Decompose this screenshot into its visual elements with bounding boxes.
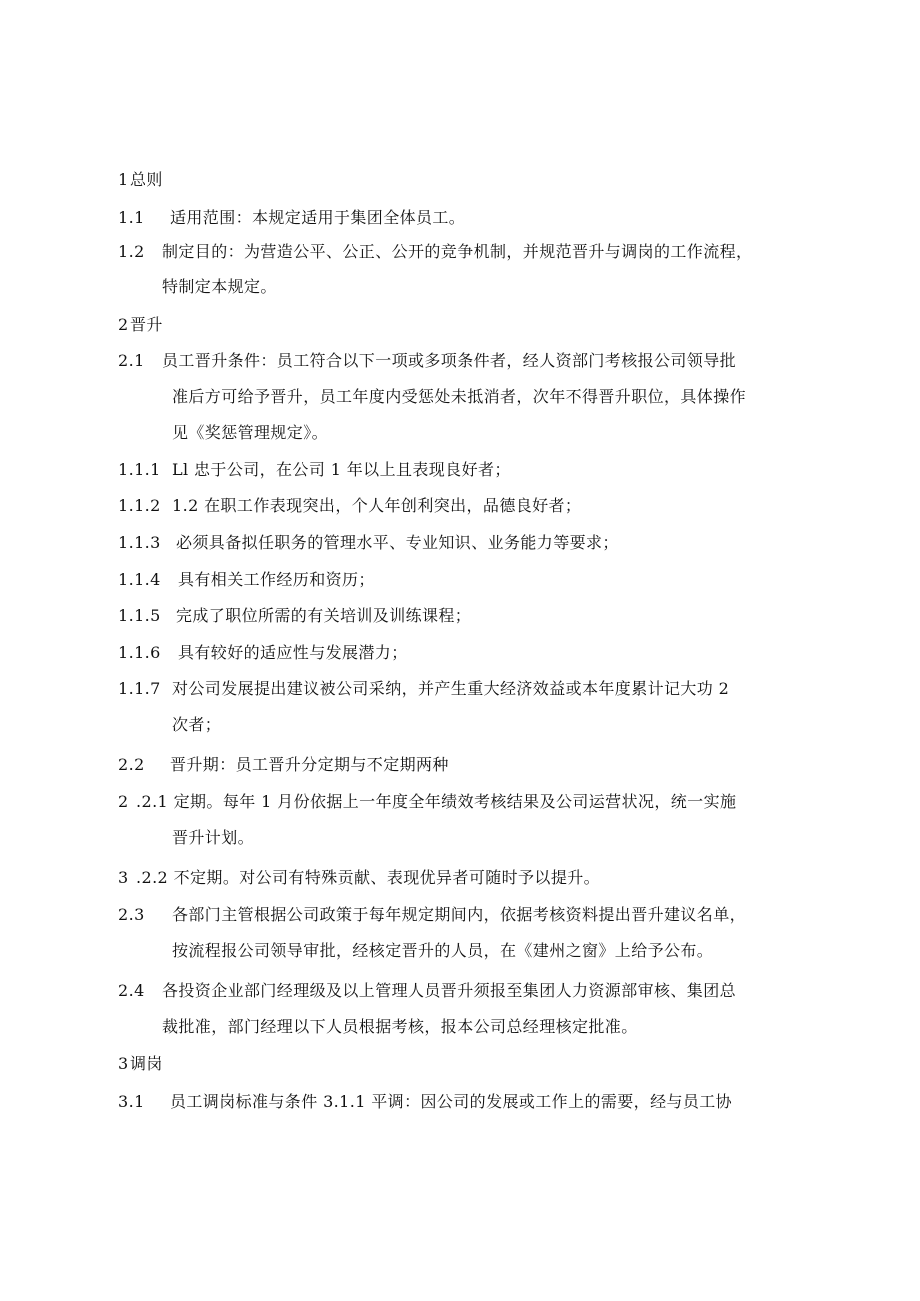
section-title: 总则 bbox=[130, 170, 163, 189]
clause-number: 2.1 bbox=[118, 351, 145, 370]
clause-number: 1.1.2 bbox=[118, 496, 161, 515]
clause-text-line2: 次者； bbox=[172, 715, 222, 734]
clause-number: 3 bbox=[118, 868, 129, 887]
clause-text: 晋升期：员工晋升分定期与不定期两种 bbox=[170, 755, 449, 774]
clause-number: 1.1.3 bbox=[118, 533, 161, 552]
section-number: 1 bbox=[118, 170, 129, 189]
clause-text-line1: 制定目的：为营造公平、公正、公开的竞争机制，并规范晋升与调岗的工作流程， bbox=[162, 242, 753, 261]
clause-text-line2: 特制定本规定。 bbox=[162, 277, 277, 296]
clause-text-line2: 晋升计划。 bbox=[172, 828, 255, 847]
clause-number: 1.1.5 bbox=[118, 606, 161, 625]
clause-text-line2: 准后方可给予晋升，员工年度内受惩处未抵消者，次年不得晋升职位，具体操作 bbox=[172, 387, 747, 406]
clause-text-line1: .2.1 定期。每年 1 月份依据上一年度全年绩效考核结果及公司运营状况，统一实施 bbox=[136, 792, 737, 811]
clause-number: 2.2 bbox=[118, 755, 145, 774]
clause-text-line2: 裁批准，部门经理以下人员根据考核，报本公司总经理核定批准。 bbox=[162, 1017, 638, 1036]
clause-text: 适用范围：本规定适用于集团全体员工。 bbox=[170, 208, 466, 227]
clause-number: 1.1.7 bbox=[118, 679, 161, 698]
section-title: 晋升 bbox=[130, 315, 163, 334]
clause-number: 1.1.4 bbox=[118, 570, 161, 589]
clause-text-line2: 按流程报公司领导审批，经核定晋升的人员，在《建州之窗》上给予公布。 bbox=[172, 941, 714, 960]
clause-text: 具有相关工作经历和资历； bbox=[178, 570, 375, 589]
clause-text: .2.2 不定期。对公司有特殊贡献、表现优异者可随时予以提升。 bbox=[136, 868, 601, 887]
clause-number: 2 bbox=[118, 792, 129, 811]
clause-number: 1.1 bbox=[118, 208, 145, 227]
clause-number: 1.1.6 bbox=[118, 643, 161, 662]
section-number: 3 bbox=[118, 1054, 129, 1073]
clause-text: 1.2 在职工作表现突出，个人年创利突出，品德良好者； bbox=[172, 496, 582, 515]
clause-text-line3: 见《奖惩管理规定》。 bbox=[172, 423, 329, 442]
clause-text-line1: 员工晋升条件：员工符合以下一项或多项条件者，经人资部门考核报公司领导批 bbox=[162, 351, 737, 370]
clause-number: 1.1.1 bbox=[118, 460, 161, 479]
clause-number: 2.4 bbox=[118, 981, 145, 1000]
section-title: 调岗 bbox=[130, 1054, 163, 1073]
clause-number: 3.1 bbox=[118, 1092, 145, 1111]
clause-number: 1.2 bbox=[118, 242, 145, 261]
clause-text-line1: 各部门主管根据公司政策于每年规定期间内，依据考核资料提出晋升建议名单， bbox=[172, 905, 747, 924]
clause-text: 必须具备拟任职务的管理水平、专业知识、业务能力等要求； bbox=[176, 533, 619, 552]
clause-text: 员工调岗标准与条件 3.1.1 平调：因公司的发展或工作上的需要，经与员工协 bbox=[170, 1092, 733, 1111]
clause-text: 具有较好的适应性与发展潜力； bbox=[178, 643, 408, 662]
clause-text-line1: 对公司发展提出建议被公司采纳，并产生重大经济效益或本年度累计记大功 2 bbox=[172, 679, 730, 698]
clause-number: 2.3 bbox=[118, 905, 145, 924]
clause-text-line1: 各投资企业部门经理级及以上管理人员晋升须报至集团人力资源部审核、集团总 bbox=[162, 981, 737, 1000]
section-number: 2 bbox=[118, 315, 129, 334]
clause-text: 完成了职位所需的有关培训及训练课程； bbox=[176, 606, 472, 625]
clause-text: Ll 忠于公司，在公司 1 年以上且表现良好者； bbox=[172, 460, 511, 479]
